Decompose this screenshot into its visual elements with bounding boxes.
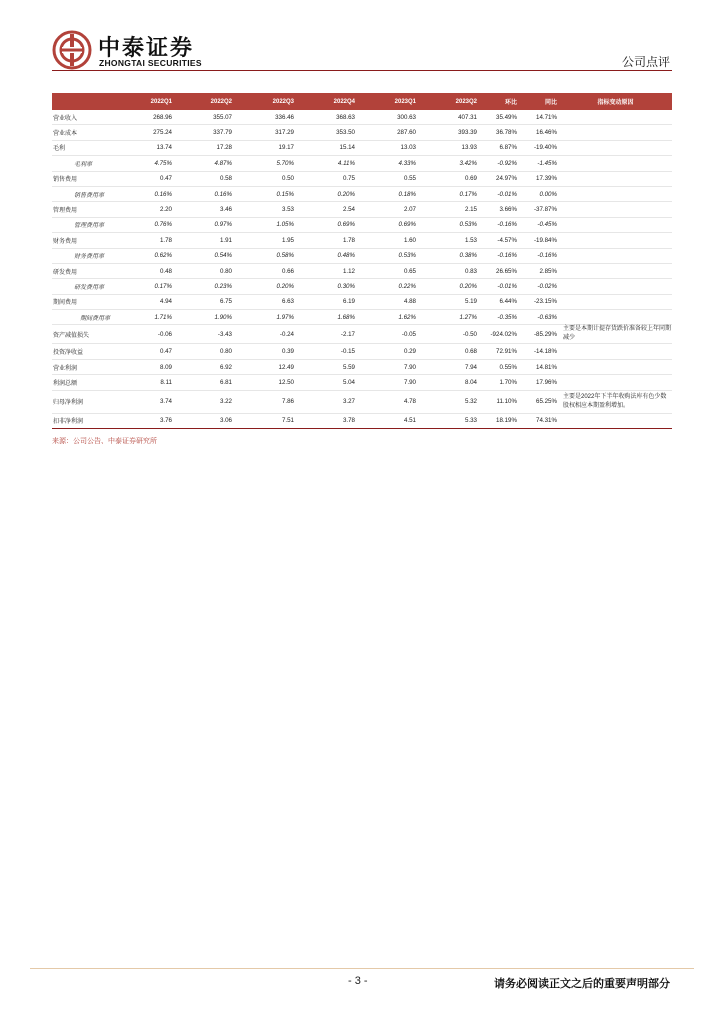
table-cell: 268.96 (153, 113, 172, 121)
table-cell: 6.75 (219, 298, 232, 306)
table-cell: 3.06 (219, 417, 232, 425)
footer-divider (30, 968, 694, 969)
table-cell: 5.32 (464, 398, 477, 406)
table-cell: -37.87% (533, 206, 557, 214)
change-reason-note (559, 263, 672, 278)
table-row (52, 359, 672, 374)
table-row (52, 186, 672, 201)
table-cell: 2.07 (403, 206, 416, 214)
table-cell: 287.60 (397, 129, 416, 137)
table-cell: 0.23% (214, 282, 232, 290)
row-label: 财务费用率 (74, 253, 105, 261)
table-cell: 7.90 (403, 363, 416, 371)
column-header: 2023Q1 (357, 93, 418, 110)
table-cell: 0.20% (337, 190, 355, 198)
table-cell: 0.58% (276, 252, 294, 260)
table-cell: 11.10% (496, 398, 517, 406)
row-label: 投资净收益 (53, 349, 84, 357)
table-cell: 368.63 (336, 113, 355, 121)
table-cell: 2.85% (539, 267, 557, 275)
change-reason-note (559, 125, 672, 140)
table-cell: 15.14 (339, 144, 355, 152)
table-row (52, 233, 672, 248)
table-cell: 0.20% (276, 282, 294, 290)
table-cell: 17.96% (536, 378, 557, 386)
row-label: 期间费用 (53, 299, 78, 307)
table-cell: 74.31% (536, 417, 557, 425)
table-cell: 3.53 (281, 206, 294, 214)
table-cell: 0.18% (398, 190, 416, 198)
table-cell: 1.78 (342, 236, 355, 244)
table-cell: -0.02% (537, 282, 557, 290)
table-cell: -0.35% (497, 313, 517, 321)
column-header-label (52, 93, 118, 110)
change-reason-note: 主要是本期计提存货跌价准备较上年同期减少 (563, 326, 672, 342)
table-cell: -0.63% (537, 313, 557, 321)
table-cell: 3.27 (342, 398, 355, 406)
table-cell: -19.84% (533, 236, 557, 244)
table-cell: 0.68 (464, 348, 477, 356)
table-cell: 0.47 (159, 175, 172, 183)
table-cell: 2.20 (159, 206, 172, 214)
table-cell: 36.78% (496, 129, 517, 137)
row-label: 归母净利润 (53, 399, 84, 407)
table-cell: 0.00% (539, 190, 557, 198)
table-cell: -4.57% (497, 236, 517, 244)
table-cell: -14.18% (533, 348, 557, 356)
row-label: 利润总额 (53, 379, 78, 387)
table-row (52, 110, 672, 125)
table-cell: 0.53% (398, 252, 416, 260)
table-cell: 393.39 (458, 129, 477, 137)
table-cell: -0.15 (340, 348, 355, 356)
table-cell: 6.19 (342, 298, 355, 306)
change-reason-note (559, 156, 672, 171)
change-reason-note (559, 140, 672, 155)
table-cell: -0.01% (497, 190, 517, 198)
table-cell: 317.29 (275, 129, 294, 137)
table-cell: 0.38% (459, 252, 477, 260)
table-cell: 0.17% (459, 190, 477, 198)
column-header: 指标变动原因 (559, 93, 672, 110)
table-header-row (52, 93, 672, 110)
table-cell: 0.65 (403, 267, 416, 275)
footer-disclaimer: 请务必阅读正文之后的重要声明部分 (494, 977, 670, 990)
table-cell: 16.46% (536, 129, 557, 137)
table-row (52, 171, 672, 186)
table-cell: 1.78 (159, 236, 172, 244)
table-cell: 7.51 (281, 417, 294, 425)
table-cell: -0.16% (497, 252, 517, 260)
change-reason-note (559, 202, 672, 217)
row-label: 研发费用率 (74, 283, 105, 291)
financial-table-container (52, 93, 672, 429)
table-cell: 300.63 (397, 113, 416, 121)
financial-table (52, 93, 672, 429)
zhongtai-logo-icon (52, 30, 92, 70)
table-cell: 8.09 (159, 363, 172, 371)
table-cell: 72.91% (496, 348, 517, 356)
change-reason-note: 主要是2022年下半年收购法库有色少数股权相应本期盈利增加。 (563, 393, 667, 409)
report-type: 公司点评 (621, 55, 670, 69)
table-cell: -0.45% (537, 221, 557, 229)
row-label: 研发费用 (53, 268, 78, 276)
table-cell: 17.28 (216, 144, 232, 152)
table-cell: 1.95 (281, 236, 294, 244)
table-cell: 8.04 (464, 378, 477, 386)
table-cell: 353.50 (336, 129, 355, 137)
table-cell: 1.53 (464, 236, 477, 244)
table-cell: 1.90% (214, 313, 232, 321)
table-cell: 3.76 (159, 417, 172, 425)
table-body (52, 110, 672, 429)
table-cell: 2.15 (464, 206, 477, 214)
table-cell: 0.50 (281, 175, 294, 183)
table-cell: 5.70% (276, 159, 294, 167)
row-label: 扣非净利润 (53, 418, 84, 426)
table-cell: 13.03 (400, 144, 416, 152)
table-cell: -0.06 (157, 330, 172, 338)
table-row (52, 217, 672, 232)
change-reason-note (559, 171, 672, 186)
table-cell: 0.16% (214, 190, 232, 198)
change-reason-note (559, 310, 672, 325)
table-cell: -19.40% (533, 144, 557, 152)
column-header: 环比 (479, 93, 519, 110)
table-cell: 4.11% (337, 159, 355, 167)
row-label: 毛利 (53, 145, 66, 153)
table-cell: 6.81 (219, 378, 232, 386)
table-cell: 5.59 (342, 363, 355, 371)
table-cell: 1.71% (154, 313, 172, 321)
change-reason-note (559, 359, 672, 374)
table-row (52, 294, 672, 309)
table-cell: 17.39% (536, 175, 557, 183)
page-number: - 3 - (348, 975, 368, 987)
table-cell: 14.71% (536, 113, 557, 121)
table-cell: -85.29% (533, 330, 557, 338)
table-cell: 407.31 (458, 113, 477, 121)
table-row (52, 310, 672, 325)
row-label: 营业收入 (53, 114, 78, 122)
change-reason-note (559, 294, 672, 309)
table-cell: 3.42% (459, 159, 477, 167)
table-cell: 4.75% (154, 159, 172, 167)
column-header: 同比 (519, 93, 559, 110)
change-reason-note (559, 217, 672, 232)
table-cell: 13.93 (461, 144, 477, 152)
change-reason-note (559, 186, 672, 201)
table-cell: 0.22% (398, 282, 416, 290)
table-row (52, 202, 672, 217)
change-reason-note (559, 413, 672, 428)
table-cell: 275.24 (153, 129, 172, 137)
table-cell: 337.79 (213, 129, 232, 137)
table-cell: 3.66% (499, 206, 517, 214)
table-cell: 0.20% (459, 282, 477, 290)
table-cell: -23.15% (533, 298, 557, 306)
table-cell: 0.80 (219, 267, 232, 275)
table-row (52, 263, 672, 278)
table-cell: 24.97% (496, 175, 517, 183)
table-row (52, 325, 672, 344)
table-cell: 0.17% (154, 282, 172, 290)
table-cell: 0.62% (154, 252, 172, 260)
table-cell: 0.69 (464, 175, 477, 183)
table-cell: 35.49% (496, 113, 517, 121)
change-reason-note (559, 375, 672, 390)
table-cell: -0.01% (497, 282, 517, 290)
table-cell: 1.27% (459, 313, 477, 321)
table-cell: 0.69% (398, 221, 416, 229)
table-cell: 0.15% (276, 190, 294, 198)
table-cell: 5.19 (464, 298, 477, 306)
row-label: 财务费用 (53, 237, 78, 245)
table-cell: 0.58 (219, 175, 232, 183)
table-cell: 0.80 (219, 348, 232, 356)
table-cell: -3.43 (217, 330, 232, 338)
table-cell: 12.50 (278, 378, 294, 386)
table-row (52, 413, 672, 428)
table-cell: -0.16% (537, 252, 557, 260)
table-row (52, 344, 672, 359)
table-cell: -2.17 (340, 330, 355, 338)
table-cell: -0.50 (462, 330, 477, 338)
table-cell: 1.05% (276, 221, 294, 229)
change-reason-note (559, 279, 672, 294)
row-label: 销售费用 (53, 176, 78, 184)
row-label: 营业成本 (53, 130, 78, 138)
table-cell: 0.55 (403, 175, 416, 183)
table-cell: 0.83 (464, 267, 477, 275)
table-cell: 4.78 (403, 398, 416, 406)
table-cell: 5.33 (464, 417, 477, 425)
table-cell: 0.47 (159, 348, 172, 356)
table-cell: 0.48 (159, 267, 172, 275)
table-bottom-rule (52, 428, 672, 429)
table-cell: 1.68% (337, 313, 355, 321)
table-cell: 3.22 (219, 398, 232, 406)
table-cell: 0.54% (214, 252, 232, 260)
table-cell: 0.16% (154, 190, 172, 198)
table-cell: 0.69% (337, 221, 355, 229)
table-cell: 0.53% (459, 221, 477, 229)
table-cell: 8.11 (160, 378, 172, 386)
table-cell: 4.87% (214, 159, 232, 167)
table-cell: 6.63 (281, 298, 294, 306)
table-row (52, 279, 672, 294)
table-cell: 5.04 (342, 378, 355, 386)
table-cell: 26.65% (496, 267, 517, 275)
table-cell: 0.66 (281, 267, 294, 275)
header-divider (52, 70, 672, 71)
column-header: 2022Q3 (234, 93, 296, 110)
table-cell: 0.29 (403, 348, 416, 356)
table-cell: -0.24 (279, 330, 294, 338)
table-cell: 6.44% (499, 298, 517, 306)
table-cell: 7.90 (403, 378, 416, 386)
table-cell: 0.48% (337, 252, 355, 260)
table-cell: 12.49 (278, 363, 294, 371)
table-cell: -924.02% (490, 330, 517, 338)
table-cell: 1.70% (499, 378, 517, 386)
row-label: 资产减值损失 (53, 331, 90, 339)
row-label: 管理费用率 (74, 222, 105, 230)
column-header: 2022Q4 (296, 93, 357, 110)
table-cell: 0.75 (342, 175, 355, 183)
table-cell: 2.54 (342, 206, 355, 214)
table-cell: -0.92% (497, 159, 517, 167)
row-label: 期间费用率 (80, 314, 111, 322)
table-cell: -0.16% (497, 221, 517, 229)
table-cell: 18.19% (496, 417, 517, 425)
table-cell: 13.74 (156, 144, 172, 152)
table-cell: 0.97% (214, 221, 232, 229)
table-cell: -1.45% (537, 159, 557, 167)
source-note: 来源：公司公告、中泰证券研究所 (52, 437, 157, 445)
table-cell: 1.91 (219, 236, 232, 244)
table-cell: 6.92 (219, 363, 232, 371)
table-row (52, 390, 672, 413)
table-cell: 1.97% (276, 313, 294, 321)
change-reason-note (559, 233, 672, 248)
row-label: 管理费用 (53, 207, 78, 215)
table-cell: 65.25% (536, 398, 557, 406)
table-cell: 355.07 (213, 113, 232, 121)
column-header: 2022Q1 (118, 93, 174, 110)
change-reason-note (559, 248, 672, 263)
change-reason-note (559, 110, 672, 125)
row-label: 销售费用率 (74, 191, 105, 199)
brand-name-en: ZHONGTAI SECURITIES (99, 58, 202, 68)
table-cell: 4.33% (398, 159, 416, 167)
table-cell: 336.46 (275, 113, 294, 121)
table-row (52, 248, 672, 263)
table-cell: 4.88 (403, 298, 416, 306)
column-header: 2023Q2 (418, 93, 479, 110)
table-cell: 0.39 (281, 348, 294, 356)
table-row (52, 125, 672, 140)
table-cell: 4.94 (159, 298, 172, 306)
table-cell: 3.46 (219, 206, 232, 214)
row-label: 营业利润 (53, 364, 78, 372)
table-row (52, 375, 672, 390)
table-cell: 19.17 (278, 144, 294, 152)
table-cell: 0.30% (337, 282, 355, 290)
table-cell: 1.60 (403, 236, 416, 244)
table-cell: 0.76% (154, 221, 172, 229)
table-cell: 4.51 (403, 417, 416, 425)
column-header: 2022Q2 (174, 93, 234, 110)
table-cell: 0.55% (499, 363, 517, 371)
table-cell: 3.74 (159, 398, 172, 406)
table-cell: 7.94 (464, 363, 477, 371)
row-label: 毛利率 (74, 160, 93, 168)
table-row (52, 140, 672, 155)
table-cell: -0.05 (401, 330, 416, 338)
table-cell: 7.86 (281, 398, 294, 406)
table-cell: 1.12 (342, 267, 355, 275)
table-cell: 3.78 (342, 417, 355, 425)
change-reason-note (559, 344, 672, 359)
table-cell: 1.62% (398, 313, 416, 321)
page-header (0, 0, 724, 80)
brand-name-cn: 中泰证券 (98, 36, 195, 61)
table-row (52, 156, 672, 171)
table-cell: 6.87% (499, 144, 517, 152)
table-cell: 14.81% (536, 363, 557, 371)
